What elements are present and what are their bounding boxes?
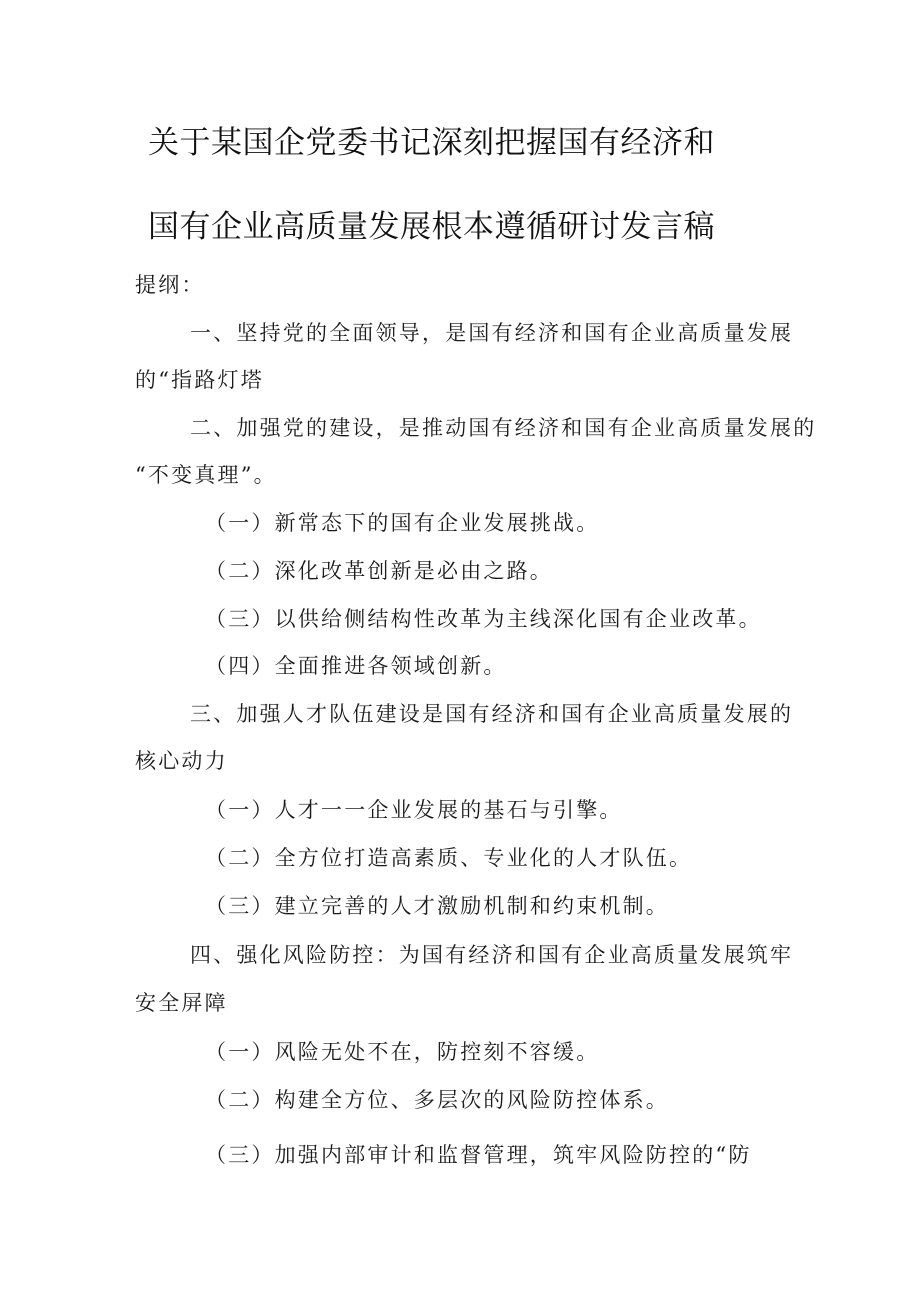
section-2-heading-cont: “不变真理”。: [135, 463, 277, 487]
outline-label: 提纲：: [135, 273, 205, 297]
document-title-line-2: 国有企业高质量发展根本遵循研讨发言稿: [148, 209, 715, 245]
section-4-item-1: （一）风险无处不在，防控刻不容缓。: [205, 1040, 600, 1064]
section-4-item-2: （二）构建全方位、多层次的风险防控体系。: [205, 1088, 669, 1112]
section-3-heading: 三、加强人才队伍建设是国有经济和国有企业高质量发展的: [190, 702, 794, 726]
section-2-item-4: （四）全面推进各领域创新。: [205, 654, 507, 678]
section-3-item-1: （一）人才一一企业发展的基石与引擎。: [205, 798, 623, 822]
section-2-item-3: （三）以供给侧结构性改革为主线深化国有企业改革。: [205, 607, 762, 631]
section-4-item-3: （三）加强内部审计和监督管理，筑牢风险防控的“防: [205, 1143, 752, 1167]
section-2-item-2: （二）深化改革创新是必由之路。: [205, 559, 553, 583]
section-2-item-1: （一）新常态下的国有企业发展挑战。: [205, 511, 600, 535]
section-4-heading: 四、强化风险防控：为国有经济和国有企业高质量发展筑牢: [190, 943, 794, 967]
section-3-item-3: （三）建立完善的人才激励机制和约束机制。: [205, 894, 669, 918]
section-3-heading-cont: 核心动力: [135, 749, 228, 773]
document-title-line-1: 关于某国企党委书记深刻把握国有经济和: [148, 125, 715, 161]
section-3-item-2: （二）全方位打造高素质、专业化的人才队伍。: [205, 846, 693, 870]
section-1-heading: 一、坚持党的全面领导，是国有经济和国有企业高质量发展: [190, 321, 794, 345]
section-4-heading-cont: 安全屏障: [135, 991, 228, 1015]
section-2-heading: 二、加强党的建设，是推动国有经济和国有企业高质量发展的: [190, 416, 817, 440]
section-1-heading-cont: 的“指路灯塔: [135, 368, 264, 392]
